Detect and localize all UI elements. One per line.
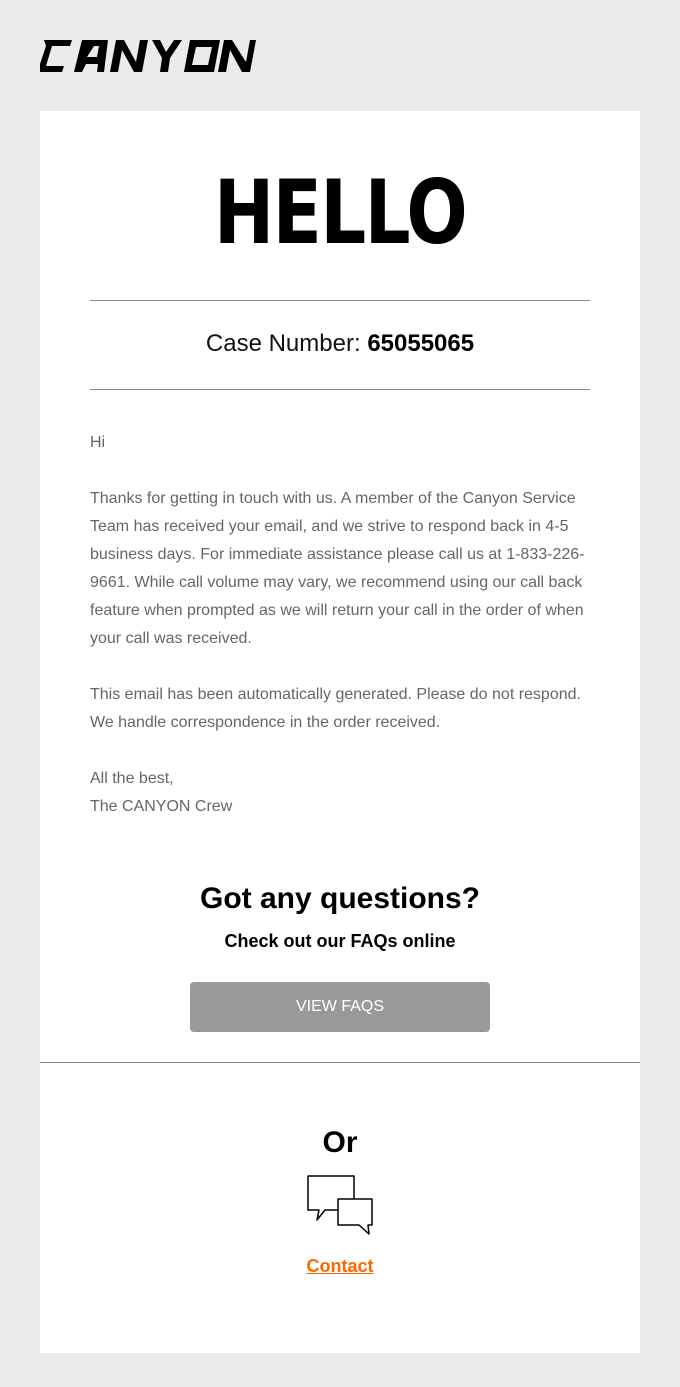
canyon-logo-icon — [40, 40, 256, 72]
case-number-line — [40, 329, 640, 359]
section-divider — [40, 1062, 640, 1063]
hello-heading: HELLO — [213, 161, 467, 264]
signoff-line: All the best, — [90, 770, 174, 787]
signoff — [90, 765, 590, 821]
message-paragraph-2: This email has been automatically generated. Please do not respond. We handle correspondence in the order received. — [90, 686, 581, 731]
chat-bubbles-icon[interactable] — [307, 1175, 374, 1236]
email-card — [40, 111, 640, 1353]
signature-line: The CANYON Crew — [90, 798, 233, 815]
salutation: Hi — [90, 434, 106, 451]
contact-link[interactable]: Contact — [306, 1256, 374, 1276]
canyon-logo[interactable] — [40, 40, 256, 72]
faq-subtitle: Check out our FAQs online — [224, 931, 456, 951]
case-top-divider — [90, 300, 590, 301]
case-bottom-divider — [90, 389, 590, 390]
message-body — [90, 429, 590, 821]
message-paragraph-1: Thanks for getting in touch with us. A member of the Canyon Service Team has received your email, and we strive to respond back in 4-5 business days. For immediate assistance please call us at 1-833-226-9661. While call volume may vary, we recommend using our call back feature when prompted as we will return your call in the order of when your call was received. — [90, 490, 585, 647]
case-number-label: Case Number: — [205, 330, 361, 357]
contact-link-wrapper — [40, 1254, 640, 1278]
or-label: Or — [322, 1126, 358, 1159]
view-faqs-button[interactable]: VIEW FAQS — [190, 982, 490, 1032]
case-number-value: 65055065 — [367, 330, 475, 357]
faq-title: Got any questions? — [199, 882, 481, 915]
